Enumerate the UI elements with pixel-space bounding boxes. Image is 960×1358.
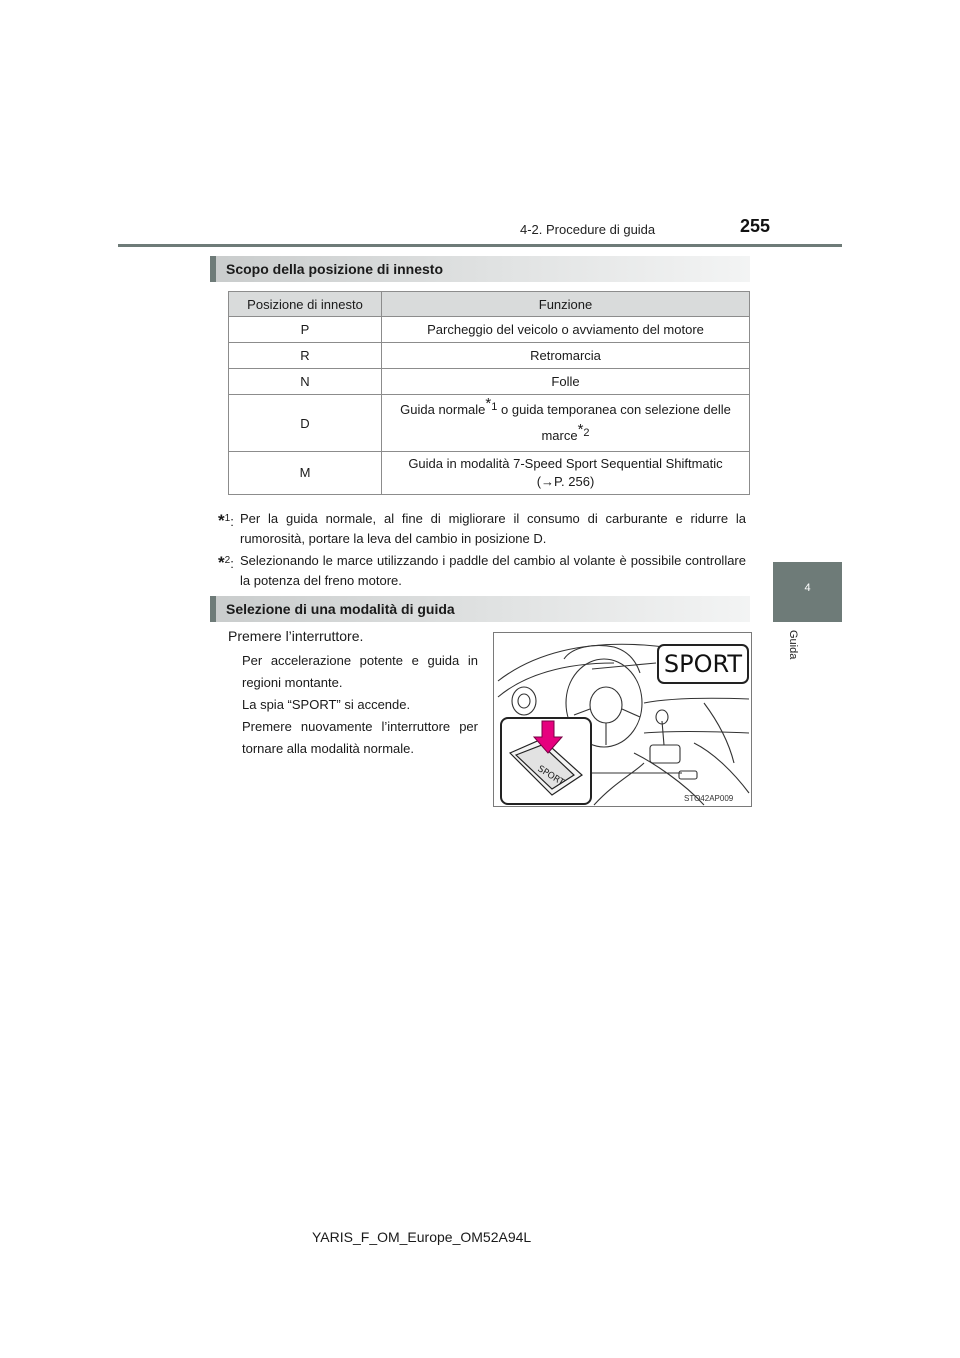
page-number: 255 xyxy=(740,216,771,236)
table-cell-position: N xyxy=(229,369,382,395)
table-cell-position: P xyxy=(229,317,382,343)
header-section-title: 4-2. Procedure di guida xyxy=(520,222,656,237)
chapter-number: 4 xyxy=(804,582,811,594)
instruction-paragraph: La spia “SPORT” si accende. xyxy=(242,697,411,712)
footnote-text: Selezionando le marce utilizzando i paddle del cambio al volante è possibile controllare la potenza del freno motore. xyxy=(240,553,746,588)
footnote-1 xyxy=(218,509,746,549)
chapter-label: Guida xyxy=(787,630,799,660)
sport-switch-illustration xyxy=(493,632,752,807)
table-cell-function xyxy=(382,452,750,495)
table-header-position: Posizione di innesto xyxy=(229,292,382,317)
table-cell-function: Retromarcia xyxy=(382,343,750,369)
table-cell-function xyxy=(382,395,750,452)
section-heading-text: Selezione di una modalità di guida xyxy=(226,601,455,617)
table-header-function: Funzione xyxy=(382,292,750,317)
footnote-text: Per la guida normale, al fine di migliorare il consumo di carburante e ridurre la rumorosità, portare la leva del cambio in posizione D. xyxy=(240,511,746,546)
section-heading-drive-mode xyxy=(210,596,750,622)
header-divider xyxy=(118,244,842,247)
page-reference-link[interactable]: (→P. 256) xyxy=(536,474,595,489)
instruction-paragraph: Per accelerazione potente e guida in regioni montante. xyxy=(242,653,478,690)
table-cell-position: R xyxy=(229,343,382,369)
function-text: marce xyxy=(541,428,578,443)
table-cell-function: Parcheggio del veicolo o avviamento del motore xyxy=(382,317,750,343)
table-row xyxy=(229,343,750,369)
footnote-ref: 2 xyxy=(583,427,590,439)
table-row xyxy=(229,452,750,495)
shift-position-table xyxy=(228,291,750,495)
function-text: Guida normale xyxy=(400,402,486,417)
table-row xyxy=(229,395,750,452)
table-header-row xyxy=(229,292,750,317)
table-cell-function: Folle xyxy=(382,369,750,395)
footnote-marker: *$^1$: xyxy=(218,511,234,530)
switch-closeup-inset xyxy=(500,717,592,805)
footnote-marker: *$^2$: xyxy=(218,553,234,572)
sport-indicator-badge: SPORT xyxy=(657,644,749,684)
footnote-2 xyxy=(218,551,746,591)
table-cell-position: D xyxy=(229,395,382,452)
illustration-code: STO42AP009 xyxy=(684,794,734,803)
function-text: o guida temporanea con selezione delle xyxy=(497,402,731,417)
footnote-star: * xyxy=(577,421,584,438)
footnote-ref: 1 xyxy=(491,401,498,413)
switch-label: SPORT xyxy=(535,764,566,789)
instruction-lead: Premere l’interruttore. xyxy=(228,628,364,644)
switch-drawing xyxy=(502,719,590,803)
section-heading-text: Scopo della posizione di innesto xyxy=(226,261,444,277)
section-heading-shift-positions xyxy=(210,256,750,282)
document-id: YARIS_F_OM_Europe_OM52A94L xyxy=(312,1229,532,1245)
table-cell-position: M xyxy=(229,452,382,495)
table-row xyxy=(229,369,750,395)
chapter-tab xyxy=(773,562,842,622)
function-text: Guida in modalità 7-Speed Sport Sequential Shiftmatic xyxy=(408,456,723,471)
footnote-star: * xyxy=(485,395,492,412)
instruction-paragraph: Premere nuovamente l’interruttore per tornare alla modalità normale. xyxy=(242,719,478,756)
table-row xyxy=(229,317,750,343)
